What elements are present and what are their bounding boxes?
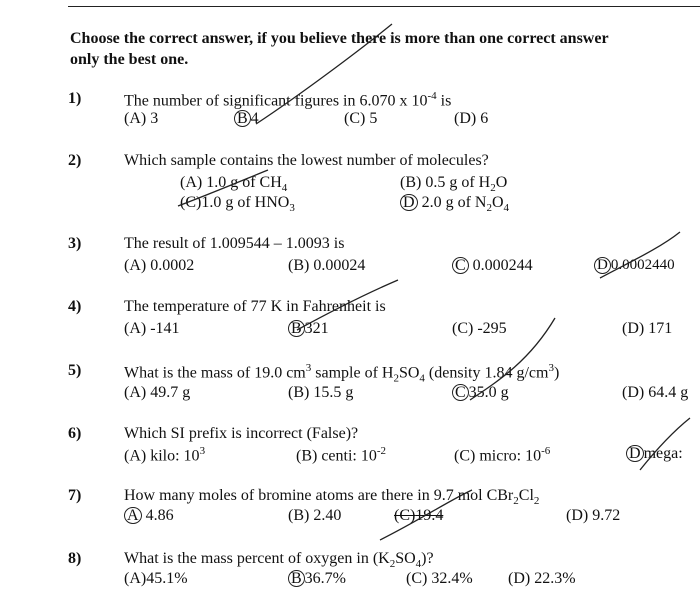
- option-a: (A) kilo: $10^3$: [124, 445, 206, 465]
- option-b: B 321: [288, 320, 329, 338]
- question-number: 6): [68, 425, 82, 442]
- question-stem: How many moles of bromine atoms are there in 9.7 mol $CBr_2Cl_2$: [124, 487, 540, 508]
- option-c: (C)19.4: [394, 507, 444, 524]
- option-d: D 0.0002440: [594, 257, 675, 274]
- question-stem: Which sample contains the lowest number of molecules?: [124, 152, 489, 169]
- option-b: (B) 15.5 g: [288, 384, 354, 401]
- option-b: B 36.7%: [288, 570, 346, 588]
- option-a: (A) 0.0002: [124, 257, 195, 274]
- option-d: (D) 9.72: [566, 507, 621, 524]
- option-c: (C) micro: $10^{-6}$: [454, 445, 551, 465]
- question-stem: Which SI prefix is incorrect (False)?: [124, 425, 359, 442]
- option-c: C 0.000244: [452, 257, 533, 275]
- option-a: (A)45.1%: [124, 570, 188, 587]
- question-number: 3): [68, 235, 82, 252]
- option-b: (B) 2.40: [288, 507, 342, 524]
- question-stem: The temperature of 77 K in Fahrenheit is: [124, 298, 386, 315]
- instructions-line1: Choose the correct answer, if you believe there is more than one correct answer: [70, 30, 609, 47]
- option-b: (B) 0.5 g of $H_2O$: [400, 174, 508, 195]
- question-stem: The result of 1.009544 – 1.0093 is: [124, 235, 345, 252]
- option-d: (D) 171: [622, 320, 673, 337]
- question-number: 4): [68, 298, 82, 315]
- option-d: D mega:: [626, 445, 683, 463]
- option-a: (A) 3: [124, 110, 159, 127]
- option-c: (C) -295: [452, 320, 507, 337]
- option-b: B 4: [234, 110, 259, 128]
- instructions-line2: only the best one.: [70, 51, 189, 68]
- option-b: (B) centi: $10^{-2}$: [296, 445, 387, 465]
- option-d: (D) 64.4 g: [622, 384, 689, 401]
- question-stem: The number of significant figures in 6.070 x $10^{-4}$ is: [124, 90, 452, 110]
- option-a: (A) -141: [124, 320, 180, 337]
- option-c: C 35.0 g: [452, 384, 509, 402]
- option-c: (C)1.0 g of $HNO_3$: [180, 194, 295, 215]
- option-b: (B) 0.00024: [288, 257, 366, 274]
- option-a: A 4.86: [124, 507, 174, 525]
- question-number: 2): [68, 152, 82, 169]
- option-c: (C) 5: [344, 110, 378, 127]
- question-number: 1): [68, 90, 82, 107]
- question-number: 8): [68, 550, 82, 567]
- question-number: 7): [68, 487, 82, 504]
- option-d: D 2.0 g of $N_2O_4$: [400, 194, 509, 214]
- question-stem: What is the mass of 19.0 $cm^3$ sample of $H_2SO_4$ (density 1.84 $g/cm^3$): [124, 362, 560, 385]
- question-stem: What is the mass percent of oxygen in $(K_2SO_4)$?: [124, 550, 434, 571]
- option-a: (A) 1.0 g of $CH_4$: [180, 174, 288, 195]
- instructions: [70, 28, 609, 70]
- option-d: (D) 6: [454, 110, 489, 127]
- question-number: 5): [68, 362, 82, 379]
- top-rule: [68, 6, 700, 7]
- option-c: (C) 32.4%: [406, 570, 473, 587]
- option-d: (D) 22.3%: [508, 570, 576, 587]
- option-a: (A) 49.7 g: [124, 384, 191, 401]
